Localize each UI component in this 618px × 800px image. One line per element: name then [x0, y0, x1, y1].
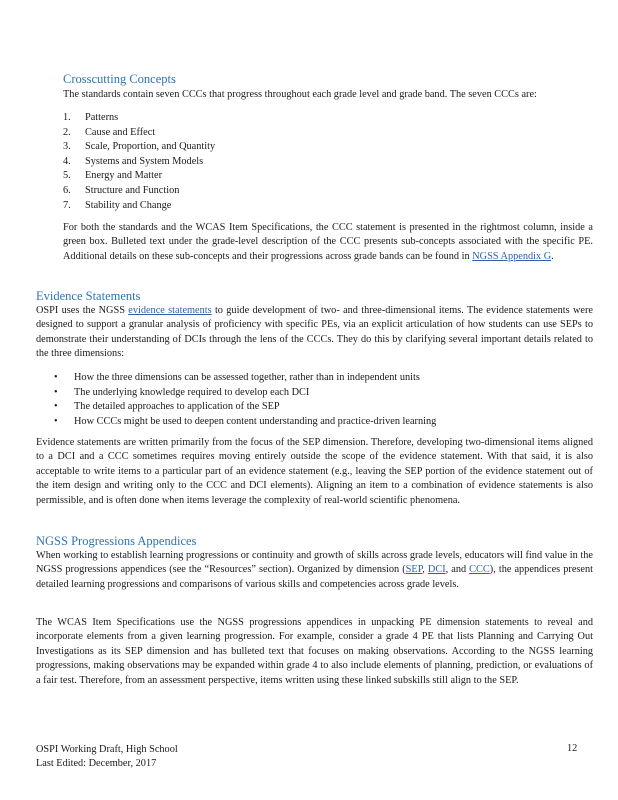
bullet-icon: •: [54, 386, 58, 398]
evidence-heading: Evidence Statements: [36, 289, 141, 303]
evidence-bullet-list: [54, 371, 574, 429]
dci-link[interactable]: DCI: [427, 564, 446, 576]
list-item: • The underlying knowledge required to develop each DCI: [54, 386, 574, 401]
list-item: 6. Structure and Function: [63, 184, 180, 196]
ccc-link[interactable]: CCC: [469, 564, 490, 576]
crosscutting-heading: Crosscutting Concepts: [63, 72, 176, 86]
list-item: 5. Energy and Matter: [63, 170, 163, 182]
list-item: • The detailed approaches to application of the SEP: [54, 400, 574, 415]
list-item: 2. Cause and Effect: [63, 126, 156, 138]
list-item: 4. Systems and System Models: [63, 155, 204, 167]
list-item: 1. Patterns: [63, 112, 119, 123]
progressions-heading: NGSS Progressions Appendices: [36, 534, 197, 548]
footer-title: OSPI Working Draft, High School: [36, 744, 178, 755]
sep-link[interactable]: SEP: [405, 564, 423, 576]
ccc-list: [63, 111, 363, 213]
page-number: 12: [567, 743, 578, 754]
evidence-statements-link[interactable]: evidence statements: [128, 305, 212, 316]
footer-last-edited: Last Edited: December, 2017: [36, 758, 157, 769]
list-item: • How the three dimensions can be assessed together, rather than in independent units: [54, 371, 574, 386]
bullet-icon: •: [54, 372, 58, 383]
evidence-paragraph-1: OSPI uses the NGSS evidence statements to guide development of two- and three-dimensional items. The evidence statements were designed to support a granular analysis of proficiency with specific PEs, via an explicit articulation of how students can use SEPs to demonstrate their understanding of DCIs through the lens of the CCCs. They do this by clarifying several important details related to the three dimensions:: [36, 305, 593, 360]
list-item: • How CCCs might be used to deepen content understanding and practice-driven learning: [54, 415, 574, 430]
crosscutting-intro: The standards contain seven CCCs that progress throughout each grade level and grade band. The seven CCCs are:: [63, 89, 537, 100]
evidence-paragraph-2: Evidence statements are written primarily from the focus of the SEP dimension. Therefore, developing two-dimensional items aligned to a DCI and a CCC sometimes requires moving entirely outside the scope of the evidence statement. With that said, it is also acceptable to write items to a particular part of an evidence statement (e.g., leaving the SEP portion of the evidence statement out of the item design and writing only to the CCC and DCI elements). Aligning an item to a combination of evidence statements is also permissible, and is often done when items leverage the complexity of real-world scientific phenomena.: [36, 437, 593, 506]
list-item: 7. Stability and Change: [63, 199, 172, 211]
list-item: 3. Scale, Proportion, and Quantity: [63, 141, 216, 153]
progressions-paragraph-1: When working to establish learning progressions or continuity and growth of skills across grade levels, educators will find value in the NGSS progressions appendices (see the “Resources” section). Organized by dimension (SEP, DCI, and CCC), the appendices present detailed learning progressions and comparisons of various skills and competencies across grade levels.: [36, 550, 593, 590]
crosscutting-paragraph: For both the standards and the WCAS Item Specifications, the CCC statement is presented in the rightmost column, inside a green box. Bulleted text under the grade-level description of the CCC presents sub-concepts associated with the specific PE. Additional details on these sub-concepts and their progressions across grade bands can be found in NGSS Appendix G.: [63, 222, 593, 262]
bullet-icon: •: [54, 415, 58, 427]
bullet-icon: •: [54, 401, 58, 413]
progressions-paragraph-2: The WCAS Item Specifications use the NGSS progressions appendices in unpacking PE dimension statements to reveal and incorporate elements from a given learning progression. For example, consider a grade 4 PE that lists Planning and Carrying Out Investigations as its SEP dimension and has bulleted text that focuses on making observations. According to the NGSS learning progressions, making observations may be expanded within grade 4 to also include elements of planning, prediction, or evaluations of a fair test. Therefore, from an assessment perspective, items written using these linked subskills still align to the SEP.: [36, 617, 593, 686]
ngss-appendix-g-link[interactable]: NGSS Appendix G: [472, 250, 552, 262]
